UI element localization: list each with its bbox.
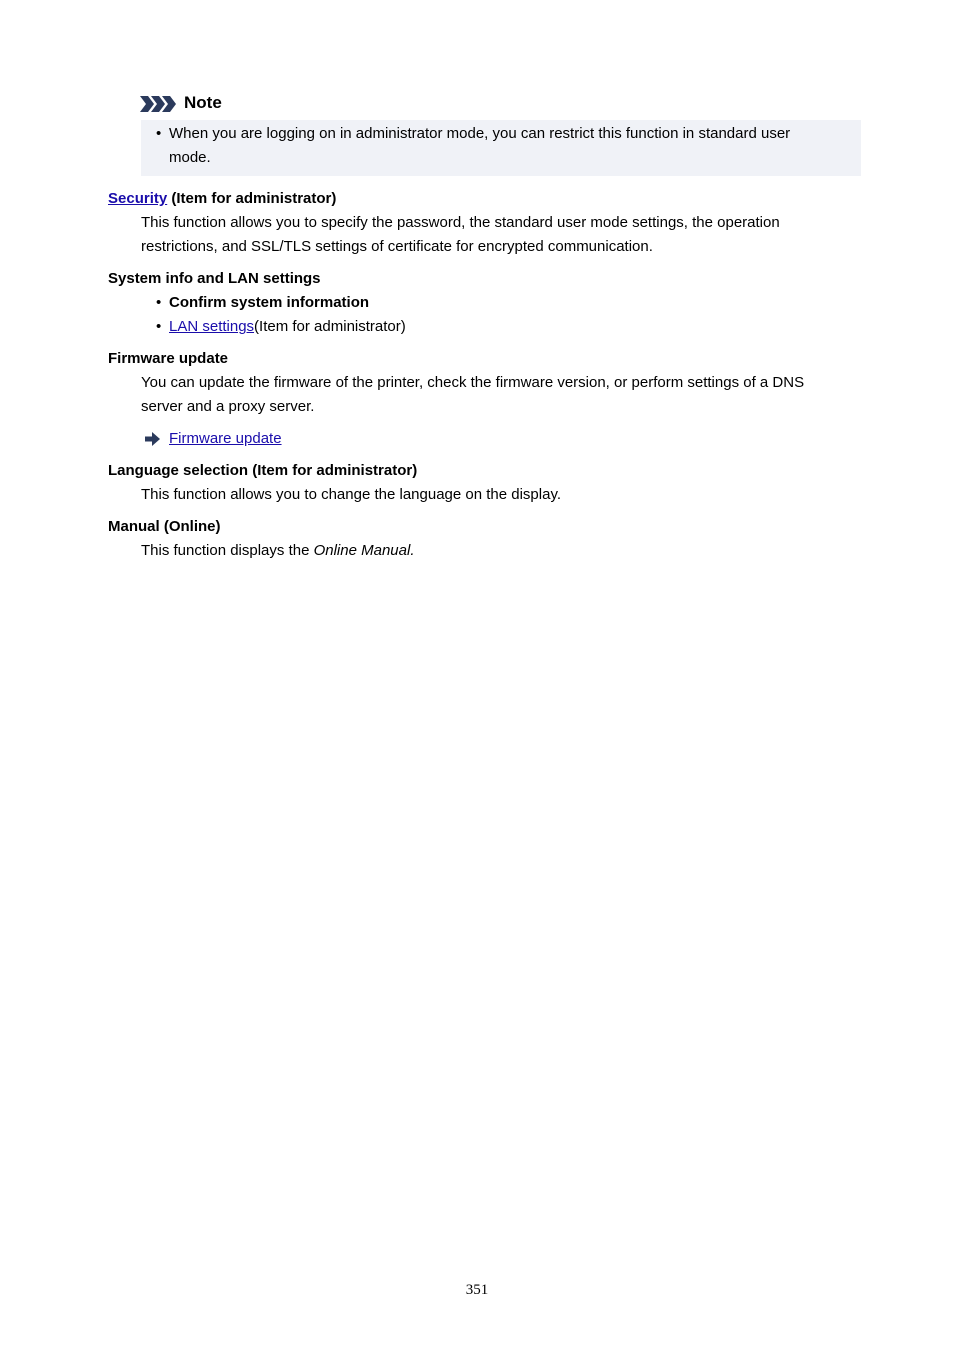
firmware-desc-line2: server and a proxy server. (141, 398, 315, 415)
security-heading (108, 190, 336, 207)
note-text-line2: mode. (169, 149, 211, 166)
arrow-right-icon (145, 432, 161, 446)
language-heading: Language selection (Item for administrator) (108, 462, 418, 479)
note-text-line1: When you are logging on in administrator mode, you can restrict this function in standard user (169, 125, 791, 142)
online-manual-title: Online Manual. (313, 542, 415, 559)
security-link[interactable]: Security (108, 190, 168, 207)
manual-desc-prefix: This function displays the (141, 542, 314, 559)
lan-settings-suffix: (Item for administrator) (254, 318, 406, 335)
security-desc-line1: This function allows you to specify the password, the standard user mode settings, the operation (141, 214, 780, 231)
note-title: Note (184, 93, 222, 112)
firmware-link-row (169, 430, 282, 447)
lan-settings-link[interactable]: LAN settings (169, 318, 255, 335)
confirm-system-info-item: Confirm system information (169, 294, 370, 311)
system-info-heading: System info and LAN settings (108, 270, 321, 287)
firmware-heading: Firmware update (108, 350, 229, 367)
security-desc-line2: restrictions, and SSL/TLS settings of certificate for encrypted communication. (141, 238, 653, 255)
security-suffix: (Item for administrator) (167, 190, 337, 207)
firmware-update-link[interactable]: Firmware update (169, 430, 282, 447)
language-desc: This function allows you to change the language on the display. (141, 486, 561, 503)
bullet-dot: • (156, 125, 162, 142)
page-number: 351 (465, 1282, 489, 1298)
bullet-dot: • (156, 318, 162, 335)
note-chevrons-icon (140, 95, 180, 113)
firmware-desc-line1: You can update the firmware of the printer, check the firmware version, or perform settings of a DNS (141, 374, 805, 391)
manual-heading: Manual (Online) (108, 518, 221, 535)
manual-desc (141, 542, 415, 559)
bullet-dot: • (156, 294, 162, 311)
lan-settings-item (169, 318, 406, 335)
